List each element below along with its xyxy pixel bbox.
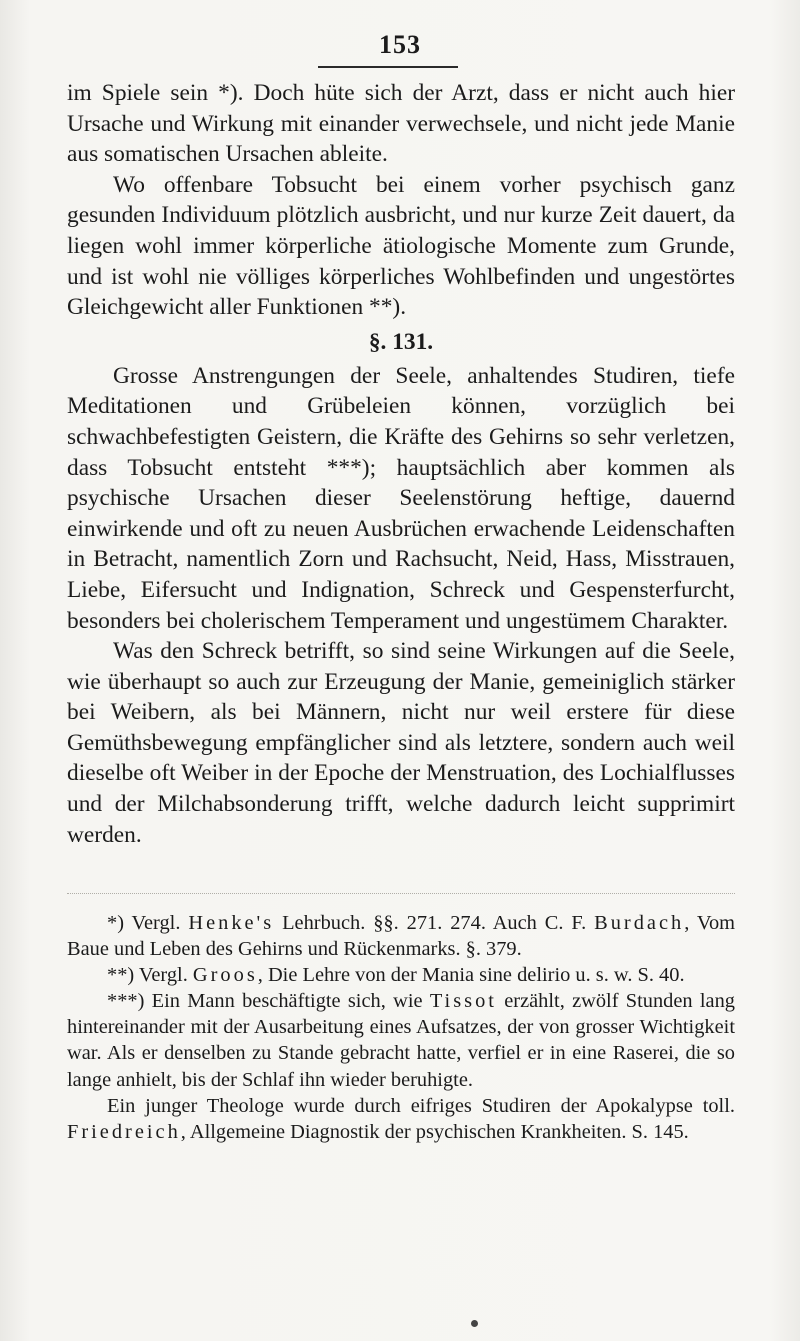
page-number: 153 — [379, 30, 421, 59]
paragraph-3: Grosse Anstrengungen der Seele, anhaltendes Studiren, tiefe Meditationen und Grübeleien können, vorzüglich bei schwachbefestigten Geistern, die Kräfte des Gehirns so sehr verletzen, dass Tobsucht entsteht ***); hauptsächlich aber kommen als psychische Ursachen dieser Seelenstörung heftige, dauernd einwirkende und oft zu neuen Ausbrüchen erwachende Leidenschaften in Betracht, namentlich Zorn und Rachsucht, Neid, Hass, Misstrauen, Liebe, Eifersucht und Indignation, Schreck und Gespensterfurcht, besonders bei cholerischem Temperament und ungestümem Charakter. — [67, 362, 735, 634]
footnote-1 — [67, 910, 735, 962]
footnote-4 — [67, 1093, 735, 1145]
paragraph-4: Was den Schreck betrifft, so sind seine Wirkungen auf die Seele, wie überhaupt so auch zur Erzeugung der Manie, gemeiniglich stärker bei Weibern, als bei Männern, nicht nur weil erstere für diese Gemüthsbewegung empfänglicher sind als letztere, sondern auch weil dieselbe oft Weiber in der Epoche der Menstruation, des Lochialflusses und der Milchabsonderung trifft, welche dadurch leicht supprimirt werden. — [67, 638, 735, 848]
footnote-1-mid: Lehrbuch. §§. 271. 274. Auch C. F. — [274, 912, 595, 934]
footnote-2-rest: , Die Lehre von der Mania sine delirio u. s. w. S. 40. — [257, 964, 685, 987]
section-heading: §. 131. — [368, 328, 434, 355]
footnote-3 — [67, 988, 735, 1092]
footnote-1-rest: , Vom Baue und Leben des Gehirns und Rückenmarks. §. 379. — [67, 912, 735, 961]
footnote-2 — [67, 962, 735, 988]
footnote-4-rest: , Allgemeine Diagnostik der psychischen Krankheiten. S. 145. — [180, 1120, 689, 1143]
footnote-1-prefix: *) Vergl. — [107, 912, 189, 934]
footnote-3-rest: erzählt, zwölf Stunden lang hintereinander mit der Ausarbeitung eines Aufsatzes, der von grosser Wichtigkeit war. Als er denselben zu Stande gebracht hatte, verfiel er in eine Raserei, die so lange anhielt, bis der Schlaf ihn wieder beruhigte. — [67, 990, 735, 1091]
footnote-1-author: Henke's — [188, 912, 275, 934]
footnote-2-prefix: **) Vergl. — [107, 964, 193, 987]
footnotes — [67, 910, 735, 1145]
paragraph-2: Wo offenbare Tobsucht bei einem vorher psychisch ganz gesunden Individuum plötzlich ausbricht, und nur kurze Zeit dauert, da liegen wohl immer körperliche ätiologische Momente zum Grunde, und ist wohl nie völliges körperliches Wohlbefinden und ungestörtes Gleichgewicht aller Funktionen **). — [67, 171, 735, 321]
footnote-4-prefix: Ein junger Theologe wurde durch eifriges Studiren der Apokalypse toll. — [107, 1094, 735, 1117]
footnote-3-prefix: ***) Ein Mann beschäftigte sich, wie — [107, 990, 430, 1013]
page-number-rule — [318, 66, 458, 68]
footnote-separator — [67, 893, 735, 894]
ink-dot — [471, 1320, 478, 1327]
main-text — [67, 78, 735, 850]
paragraph-1: im Spiele sein *). Doch hüte sich der Arzt, dass er nicht auch hier Ursache und Wirkung mit einander verwechsele, und nicht jede Manie aus somatischen Ursachen ableite. — [67, 80, 735, 168]
footnote-2-author: Groos — [192, 964, 258, 987]
footnote-3-author: Tissot — [429, 990, 497, 1013]
footnote-1-author-2: Burdach — [594, 912, 685, 934]
footnote-4-author: Friedreich — [67, 1120, 181, 1143]
